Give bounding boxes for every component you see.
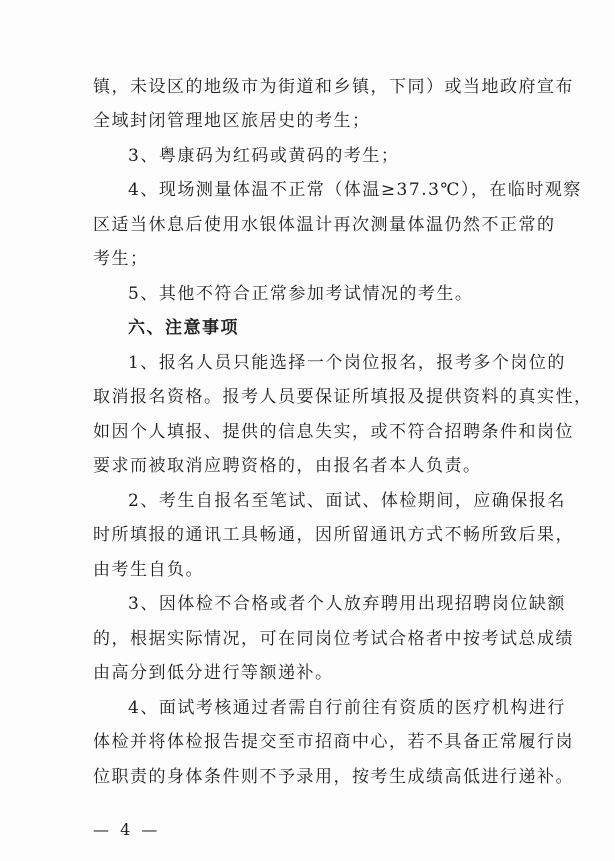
section-heading: 六、注意事项 — [128, 318, 239, 338]
notice-2-line-3: 由考生自负。 — [93, 560, 204, 580]
text-line-6: 考生； — [93, 249, 149, 269]
notice-4-line-3: 位职责的身体条件则不予录用，按考生成绩高低进行递补。 — [93, 767, 574, 787]
text-line-1: 镇，未设区的地级市为街道和乡镇，下同）或当地政府宣布 — [93, 77, 574, 97]
notice-3-line-2: 的，根据实际情况，可在同岗位考试合格者中按考试总成绩 — [93, 629, 574, 649]
page-number: — 4 — — [93, 820, 161, 839]
notice-1-line-2: 取消报名资格。报考人员要保证所填报及提供资料的真实性， — [93, 387, 593, 407]
notice-2-line-1: 2、考生自报名至笔试、面试、体检期间，应确保报名 — [128, 491, 566, 511]
notice-3-line-1: 3、因体检不合格或者个人放弃聘用出现招聘岗位缺额 — [128, 594, 566, 614]
text-line-2: 全域封闭管理地区旅居史的考生； — [93, 111, 371, 131]
notice-4-line-1: 4、面试考核通过者需自行前往有资质的医疗机构进行 — [128, 698, 566, 718]
notice-4-line-2: 体检并将体检报告提交至市招商中心，若不具备正常履行岗 — [93, 732, 574, 752]
list-item-3: 3、粤康码为红码或黄码的考生； — [128, 146, 400, 166]
list-item-5: 5、其他不符合正常参加考试情况的考生。 — [128, 284, 474, 304]
notice-1-line-1: 1、报名人员只能选择一个岗位报名，报考多个岗位的 — [128, 353, 566, 373]
text-line-5: 区适当休息后使用水银体温计再次测量体温仍然不正常的 — [93, 215, 556, 235]
list-item-4: 4、现场测量体温不正常（体温≥37.3℃），在临时观察 — [128, 180, 582, 200]
notice-1-line-3: 如因个人填报、提供的信息失实，或不符合招聘条件和岗位 — [93, 422, 574, 442]
notice-2-line-2: 时所填报的通讯工具畅通，因所留通讯方式不畅所致后果， — [93, 525, 574, 545]
notice-3-line-3: 由高分到低分进行等额递补。 — [93, 663, 334, 683]
notice-1-line-4: 要求而被取消应聘资格的，由报名者本人负责。 — [93, 456, 482, 476]
